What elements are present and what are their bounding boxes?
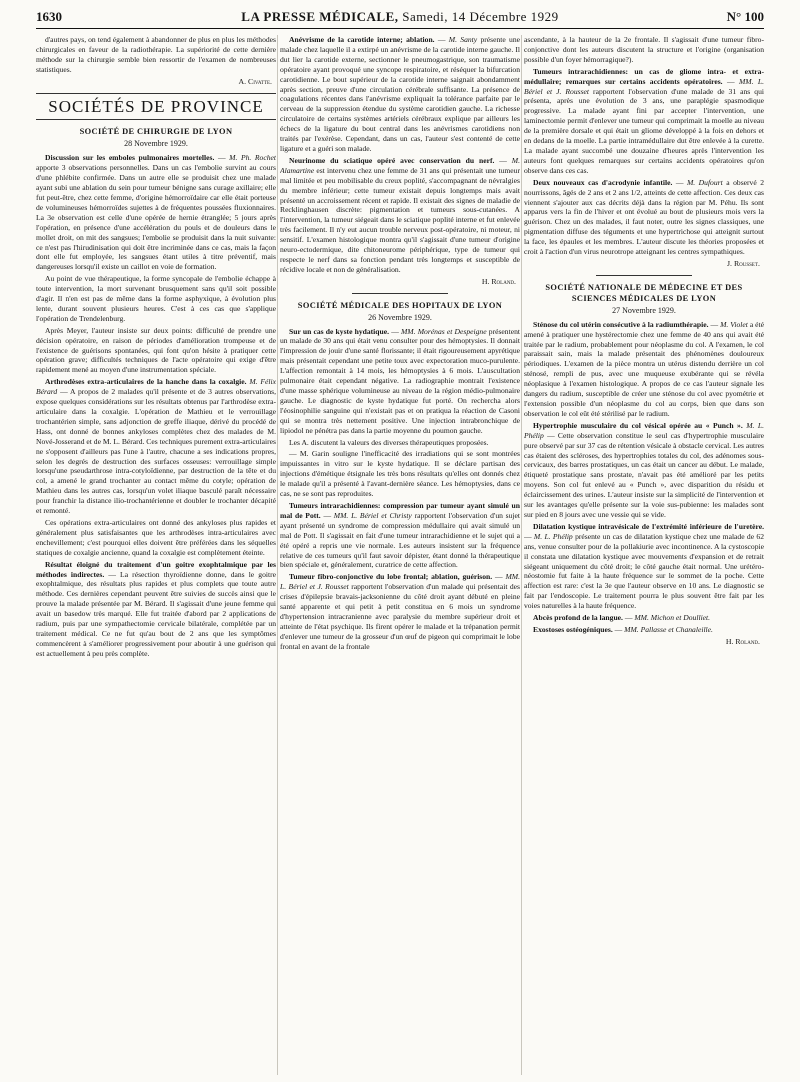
article-paragraph: Abcès profond de la langue. — MM. Michon et Doulliet. (533, 613, 711, 623)
issue-date: Samedi, 14 Décembre 1929 (402, 9, 559, 24)
column-3 (524, 35, 764, 1075)
article-paragraph: Tumeurs intrarachidiennes: un cas de gliome intra- et extra-médullaire; remarques sur certains accidents opératoires. — MM. L. Bériel et J. Rousset rapportent l'observation d'une malade de 31 ans qui présenta, après une évolution de 3 ans, une paraplégie spasmodique progressive. La malade ayant fini par accepter l'intervention, une laminectomie permit d'enlever une tumeur qui comprimait la moelle au niveau de la première dorsale et qui était un gliome développé à la fois en dehors et en dedans de la moelle. La partie intramédullaire dut être enlevée à la curette. La malade ayant succombé une douzaine d'heures après l'intervention les auteurs font quelques remarques sur certains accidents opératoires qu'on observe dans ces cas. (524, 66, 764, 175)
page-header (36, 6, 764, 29)
article-title: Tumeur fibro-conjonctive du lobe frontal; ablation, guérison. (289, 572, 493, 582)
article-title: Résultat éloigné du traitement d'un goitre exophtalmique par les méthodes indirectes. (36, 559, 276, 579)
column-separator (277, 35, 278, 1075)
article-paragraph: Tumeurs intrarachidiennes: compression par tumeur ayant simulé un mal de Pott. — MM. L. Bériel et Christy rapportent l'observation d'un sujet ayant présenté un syndrome de compression médullaire qui avait simulé un mal de Pott. Il s'agissait en fait d'une tumeur intrarachidienne et le sujet qui a été opéré a repris une vie normale. Les auteurs insistent sur la fréquence relative de ces tumeurs qu'il faut savoir dépister, étant donné la thérapeutique bien spéciale et, généralement, curatrice de cette affection. (280, 500, 520, 570)
article-author: M. L. Phélip (533, 531, 573, 541)
article-paragraph: Sténose du col utérin consécutive à la radiumthérapie. — M. Violet a été amené à pratiquer une hystérectomie chez une femme de 40 ans qui avait été traitée par le radium, probablement pour néoplasme du col. A l'examen, le col paraissait sain, mais la malade présentait des phénomènes douloureux périodiques. L'examen de la pièce montra un utérus distendu derrière un col sténosé, rempli de pus, avec une muqueuse exubérante qui se révéla néoplasique à l'examen histologique. A propos de ce cas l'auteur signale les dangers du radium, susceptible de créer une sténose du col avec pyométrie et l'extension possible d'un néoplasme du col au corps, bien que dans son observation le col eût été stérilisé par le radium. (524, 319, 764, 418)
article-paragraph (36, 377, 276, 516)
society-title: SOCIÉTÉ MÉDICALE DES HOPITAUX DE LYON (297, 300, 503, 310)
article-paragraph: Exostoses ostéogéniques. — MM. Pallasse et Chanaleille. (533, 624, 713, 634)
article-author: MM. L. Bériel et J. Rousset (280, 572, 520, 592)
article-title: Sur un cas de kyste hydatique. (289, 326, 390, 336)
article-title: Deux nouveaux cas d'acrodynie infantile. (533, 177, 673, 187)
article-title: Anévrisme de la carotide interne; ablation. (289, 35, 435, 44)
article-text: rapportent l'observation d'un malade qui présentait des crises d'épilepsie bravais-jacksonienne du côté droit ayant débuté en pleine santé apparente et qui petit à petit constitua en 6 mois un syndrome d'hypertension intracranienne avec paralysie du membre supérieur droit et atteinte de l'état psychique. Ils firent opérer le malade et la trépanation permit d'enlever une tumeur de la grosseur d'un œuf de pigeon qui comprimait le lobe frontal en avant de la frontale (280, 582, 520, 651)
article-author: M. Ph. Rochet (229, 153, 276, 163)
article-paragraph: Tumeur fibro-conjonctive du lobe frontal; ablation, guérison. — MM. L. Bériel et J. Rousset rapportent l'observation d'un malade qui présentait des crises d'épilepsie bravais-jacksonienne du côté droit ayant débuté en pleine santé apparente et qui petit à petit constitua en 6 mois un syndrome d'hypertension intracranienne avec paralysie du membre supérieur droit et atteinte de l'état psychique. Ils firent opérer le malade et la trépanation permit d'enlever une tumeur de la grosseur d'un œuf de pigeon qui comprimait le lobe frontal en avant de la frontale (280, 572, 520, 651)
column-separator (521, 35, 522, 1075)
meeting-date: 28 Novembre 1929. (124, 139, 188, 149)
article-paragraph: Au point de vue thérapeutique, la forme syncopale de l'embolie échappe à toute intervention, la mort survenant brusquement sans qu'il soit possible d'agir. Il n'en est pas de même dans la forme asphyxique, à évolution plus lente, durant souvent plusieurs heures. C'est à ces cas que s'applique l'opération de Trendelenburg. (36, 274, 276, 323)
article-author: M. Dufourt (686, 177, 723, 187)
article-paragraph: Deux nouveaux cas d'acrodynie infantile. — M. Dufourt a observé 2 nourrissons, âgés de 2 ans et 2 ans 1/2, atteints de cette affection. Ces deux cas viennent s'ajouter aux cas décrits déjà dans la région par M. Péhu. Ils sont apparus vers la fin de l'hiver et ont évolué au bout de plusieurs mois vers la guérison. Chez un des malades, il faut noter, outre les signes classiques, une pigmentation diffuse des téguments et une hypertrichose qui atteignit surtout la face, les épaules et les membres. L'auteur discute les théories proposées et croit à l'action d'un virus neurotrope atteignant les centres sympathiques. (524, 177, 764, 257)
article-author: M. Violet (720, 319, 748, 329)
article-text: présentent un malade de 30 ans qui était venu consulter pour des hémoptysies. Il donnait l'impression de jouir d'une santé florissante; il était rigoureusement apyrétique mais présentait cependant une petite toux avec expectoration muco-purulente. L'affection remontait à 14 mois, les hémoptysies à 6 mois. L'auscultation pulmonaire était cependant négative. La radiographie montrait l'existence d'une masse sphérique volumineuse au niveau de la région médio-pulmonaire gauche. Le diagnostic de kyste hydatique fut porté. On rechercha alors l'éosinophilie sanguine qui n'existait pas et on pratiqua la réaction de Casoni qui se montra très nettement positive. Une injection intrabronchique de lipiodol ne pénétra pas dans la partie moyenne du poumon gauche. (280, 326, 520, 435)
article-paragraph (36, 560, 276, 659)
article-title: Tumeurs intrarachidiennes: compression par tumeur ayant simulé un mal de Pott. (280, 500, 520, 520)
article-title: Sténose du col utérin consécutive à la radiumthérapie. (533, 319, 709, 329)
divider (36, 119, 276, 120)
article-author: M. Félix Bérard (36, 377, 276, 397)
column-2 (280, 35, 520, 1075)
article-paragraph: Discussion sur les emboles pulmonaires mortelles. — M. Ph. Rochet apporte 3 observations personnelles. Dans un cas l'embolie survint au cours d'une phlébite confirmée. Dans un autre elle se produisit chez une malade ayant subi une ablation du sein pour tumeur bénigne sans curage axillaire; elle fut peut-être, chez cette femme, d'origine hémorroïdaire car elle était porteuse de volumineuses hémorroïdes sujettes à de fréquentes poussées fluxionnaires. La 3e observation est celle d'une opérée de hernie étranglée; 5 jours après l'opération, en présence d'une accélération du pouls et de douleurs dans le mollet droit, on mit des sangsues; l'embolie se produisit dans la nuit suivante: ce n'est pas l'hirudinisation qui doit être incriminée dans ce cas, mais la façon dont elle fut employée, les sangsues étant utiles à titre préventif, mais dangereuses lorsqu'il existe un caillot en voie de formation. (36, 153, 276, 272)
column-1 (36, 35, 276, 1075)
article-text: — A propos de 2 malades qu'il présente et de 3 autres observations, expose quelques considérations sur les résultats obtenus par l'arthrodèse extra-articulaire dans la coxalgie. L'opération de Mathieu et le verrouillage trochantérien simple, sans adjonction de greffe iliaque, dérivé du procédé de Hass, ont donné de bonnes ankyloses complètes chez des malades de M. Nové-Josserand et de M. L. Bérard. Ces techniques purement extra-articulaires ne s'opposent d'ailleurs pas l'une à l'autre, chacune a ses indications propres, selon les degrés de destruction des surfaces osseuses: verrouillage simple lorsqu'une pseudarthrose intra-cotyloïdienne, par destruction de la tête et du col, a amené le grand trochanter au contact même du cotyle; opération de Mathieu dans les autres cas, lorsqu'un volet iliaque basculé paraît nécessaire pour franchir la distance ilio-trochantérienne et doubler le trochanter décapité et remonté. (36, 387, 276, 516)
article-text: présente un cas de dilatation kystique chez une malade de 62 ans, venue consulter pour de la pollakiurie avec incontinence. A la cystoscopie il constata une dilatation kystique avec mouvements d'expansion et de retrait siégeant uniquement du côté droit; le côté gauche était normal. Une urétéro-néostomie fut faite à la haute fréquence sur le sommet de la poche. Cette affection est rare: c'est la 3e que l'auteur observe en 10 ans. Le diagnostic se fait par l'endoscopie. Le traitement pourra le plus souvent être fait par les voies naturelles à la haute fréquence. (524, 531, 764, 611)
signature: A. Civatte. (238, 76, 272, 86)
article-text: est intervenu chez une femme de 31 ans qui présentait une tumeur mal limitée et peu mobilisable du creux poplité, s'accompagnant de névralgies du membre inférieur; cette tumeur existait depuis longtemps mais avait présenté un accroissement récent et rapide. Il existait des signes de maladie de Recklinghausen discrète: pigmentation et tumeurs sous-cutanées. A l'intervention, la tumeur siégeait dans le sciatique poplité interne et fut enlevée très facilement. Il n'y eut aucun trouble nerveux post-opératoire, ni moteur, ni sensitif. L'examen histologique montra qu'il s'agissait d'une tumeur d'origine neuro-ectodermique, dite chitoneurome périphérique, type de tumeur qui respecte le nerf dans sa fonction pendant très longtemps et susceptible de récidive locale et non de généralisation. (280, 165, 520, 274)
article-author: M. Alamartine (280, 155, 520, 175)
page-number: 1630 (36, 9, 62, 24)
article-author: MM. Michon et Doulliet. (634, 613, 711, 623)
article-paragraph: Dilatation kystique intravésicale de l'extrémité inférieure de l'uretère. — M. L. Phélip présente un cas de dilatation kystique chez une malade de 62 ans, venue consulter pour de la pollakiurie avec incontinence. A la cystoscopie il constata une dilatation kystique avec mouvements d'expansion et de retrait siégeant uniquement du côté droit; le côté gauche était normal. Une urétéro-néostomie fut faite à la haute fréquence sur le sommet de la poche. Cette affection est rare: c'est la 3e que l'auteur observe en 10 ans. Le diagnostic se fait par l'endoscopie. Le traitement pourra le plus souvent être fait par les voies naturelles à la haute fréquence. (524, 521, 764, 611)
journal-name: LA PRESSE MÉDICALE, (241, 9, 399, 24)
article-title: Exostoses ostéogéniques. (533, 624, 613, 634)
article-title: Dilatation kystique intravésicale de l'extrémité inférieure de l'uretère. (533, 521, 764, 531)
section-heading: SOCIÉTÉS DE PROVINCE (48, 96, 264, 116)
signature: H. Roland. (481, 276, 516, 286)
article-title: Neurinome du sciatique opéré avec conservation du nerf. (289, 155, 495, 165)
article-paragraph (524, 421, 764, 520)
article-paragraph: Après Meyer, l'auteur insiste sur deux points: difficulté de prendre une décision opératoire, en raison de périodes d'amélioration trompeuse et de l'existence de guérisons spontanées, qui font qu'on hésite à pratiquer cette opération grave; difficultés techniques de l'acte opératoire qui exige d'être rapidement mené au moyen d'une instrumentation spéciale. (36, 325, 276, 375)
meeting-date: 26 Novembre 1929. (368, 312, 432, 322)
article-author: MM. L. Bériel et Christy (333, 510, 412, 520)
article-title: Hypertrophie musculaire du col vésical opérée au « Punch ». (533, 420, 743, 430)
meeting-date: 27 Novembre 1929. (612, 305, 676, 315)
article-title: Arthrodèses extra-articulaires de la hanche dans la coxalgie. (45, 377, 247, 387)
article-text: — Cette observation constitue le seul cas d'hypertrophie musculaire pure observé par sur 37 cas de rétention vésicale à obstacle cervical. Les autres cas étaient des scléroses, des hypertrophies totales du col, des adénomes sous-cervicaux, des barres prostatiques, un cas était un cancer au début. Le malade, étiqueté prostatique sans prostate, n'avait pas été amélioré par les petits moyens. Son col fut enlevé au « Punch », avec disparition du résidu et éclaircissement des urines. L'auteur insiste sur la simplicité de l'intervention et sur les avantages qu'elle présente sur la voie sus-pubienne: les malades sont sur pied en 8 jours avec une vessie qui se vide. (524, 430, 764, 519)
article-text: rapportent l'observation d'un sujet ayant présenté un syndrome de compression médullaire qui avait simulé un mal de Pott. Il s'agissait en fait d'une tumeur intrarachidienne et le sujet qui a été opéré a repris une vie normale. Les auteurs insistent sur la fréquence relative de ces tumeurs qu'il faut savoir dépister, étant donné la thérapeutique bien spéciale et, généralement, curatrice de cette affection. (280, 510, 520, 570)
divider (36, 93, 276, 94)
article-author: MM. Morénas et Despeigne (400, 326, 487, 336)
intro-paragraph: d'autres pays, on tend également à abandonner de plus en plus les méthodes chirurgicales en faveur de la radiothérapie. La supériorité de cette dernière méthode sur la chirurgie semble bien ressortir de l'examen de nombreuses statistiques. (36, 35, 276, 74)
article-paragraph: Sur un cas de kyste hydatique. — MM. Morénas et Despeigne présentent un malade de 30 ans qui était venu consulter pour des hémoptysies. Il donnait l'impression de jouir d'une santé florissante; il était rigoureusement apyrétique mais présentait cependant une petite toux avec expectoration muco-purulente. L'affection remontait à 14 mois, les hémoptysies à 6 mois. L'auscultation pulmonaire était cependant négative. La radiographie montrait l'existence d'une masse sphérique volumineuse au niveau de la région médio-pulmonaire gauche. Le diagnostic de kyste hydatique fut porté. On rechercha alors l'éosinophilie sanguine qui n'existait pas et on pratiqua la réaction de Casoni qui se montra très nettement positive. Une injection intrabronchique de lipiodol ne pénétra pas dans la partie moyenne du poumon gauche. (280, 326, 520, 435)
divider (352, 293, 448, 294)
article-paragraph: Anévrisme de la carotide interne; ablation. — M. Santy présente une malade chez laquelle il a extirpé un anévrisme de la carotide interne gauche. Il dut lier la carotide externe, sectionner le pneumogastrique, son traumatisme opératoire ayant provoqué une syncope respiratoire, et réséquer la bifurcation carotidienne. Le bout supérieur de la carotide interne saignait abondamment après section, preuve d'une circulation cérébrale suffisante. La présence de coagulations récentes dans l'anévrisme expliquait la tolérance parfaite par le cerveau de la suppression étendue du système carotidien gauche. La richesse circulatoire de certains systèmes artériels cérébraux explique par ailleurs les échecs de la ligature du bout central dans les anévrismes carotidiens non traités par l'exérèse. Cependant, dans un cas, l'auteur s'est contenté de cette ligature et a guéri son malade. (280, 35, 520, 153)
article-paragraph: Ces opérations extra-articulaires ont donné des ankyloses plus rapides et généralement plus satisfaisantes que les arthrodèses intra-articulaires avec enchevillement; c'est pourquoi elles doivent être préférées dans les séquelles statiques de coxalgie ancienne, quand la coxalgie est complètement éteinte. (36, 517, 276, 557)
article-title: Tumeurs intrarachidiennes: un cas de gliome intra- et extra-médullaire; remarques sur certains accidents opératoires. (524, 66, 764, 86)
article-text: apporte 3 observations personnelles. Dans un cas l'embolie survint au cours d'une phlébite confirmée. Dans un autre elle se produisit chez une malade ayant subi une ablation du sein pour tumeur bénigne sans curage axillaire; elle fut peut-être, chez cette femme, d'origine hémorroïdaire car elle était porteuse de volumineuses hémorroïdes sujettes à de fréquentes poussées fluxionnaires. La 3e observation est celle d'une opérée de hernie étranglée; 5 jours après l'opération, en présence d'une accélération du pouls et de douleurs dans le mollet droit, on mit des sangsues; l'embolie se produisit dans la nuit suivante: ce n'est pas l'hirudinisation qui doit être incriminée dans ce cas, mais la façon dont elle fut employée, les sangsues étant utiles à titre préventif, mais dangereuses lorsqu'il existe un caillot en voie de formation. (36, 163, 276, 272)
article-text: a été amené à pratiquer une hystérectomie chez une femme de 40 ans qui avait été traitée par le radium, probablement pour néoplasme du col. A l'examen, le col paraissait sain, mais la malade présentait des phénomènes douloureux périodiques. L'examen de la pièce montra un utérus distendu derrière un col sténosé, rempli de pus, avec une muqueuse exubérante qui se révéla néoplasique à l'examen histologique. A propos de ce cas l'auteur signale les dangers du radium, susceptible de créer une sténose du col avec pyométrie et l'extension possible d'un néoplasme du col au corps, bien que dans son observation le col eût été stérilisé par le radium. (524, 319, 764, 418)
article-paragraph: — M. Garin souligne l'inefficacité des irradiations qui se sont montrées impuissantes in vitro sur le kyste hydatique. Il se déclare partisan des injections d'émétique étsignale les très bons résultats qu'elles ont donnés chez le malade qu'il a présenté à l'avant-dernière séance. Les hémoptysies, dans ce cas, ne se sont pas reproduites. (280, 449, 520, 499)
article-text: a observé 2 nourrissons, âgés de 2 ans et 2 ans 1/2, atteints de cette affection. Ces deux cas viennent s'ajouter aux cas décrits déjà dans la région par M. Péhu. Ils sont apparus vers la fin de l'hiver et ont évolué au bout de plusieurs mois vers la guérison. Chez un des malades, il faut noter, outre les signes classiques, une pigmentation diffuse des téguments et une hypertrichose qui atteignit surtout la face, les épaules et les membres. L'auteur discute les théories proposées et croit à l'action d'un virus neurotrope atteignant les centres sympathiques. (524, 177, 764, 257)
article-author: M. Santy (448, 35, 478, 44)
article-text: — La résection thyroïdienne donne, dans le goitre exophtalmique, des résultats plus rapides et plus complets que toute autre méthode. Ces dernières cependant peuvent être suivies de succès ainsi que le prouve la malade présentée par M. Bérard. Il s'agissait d'une jeune femme qui avait un basedow très marqué. Elle fut traitée d'abord par 2 applications de radium, puis par une sympathectomie cervicale bilatérale, complétée par un traitement médical. Ce ne fut qu'au bout de 2 ans que les symptômes commencèrent à s'améliorer progressivement pour aboutir à une guérison qui est actuellement à peu près complète. (36, 569, 276, 658)
article-paragraph: Neurinome du sciatique opéré avec conservation du nerf. — M. Alamartine est intervenu chez une femme de 31 ans qui présentait une tumeur mal limitée et peu mobilisable du creux poplité, s'accompagnant de névralgies du membre inférieur; cette tumeur existait depuis longtemps mais avait présenté un accroissement récent et rapide. Il existait des signes de maladie de Recklinghausen discrète: pigmentation et tumeurs sous-cutanées. A l'intervention, la tumeur siégeait dans le sciatique poplité interne et fut enlevée très facilement. Il n'y eut aucun trouble nerveux post-opératoire, ni moteur, ni sensitif. L'examen histologique montra qu'il s'agissait d'une tumeur d'origine neuro-ectodermique, dite chitoneurome périphérique, type de tumeur qui respecte le nerf dans sa fonction pendant très longtemps et susceptible de récidive locale et non de généralisation. (280, 155, 520, 274)
society-title: SOCIÉTÉ DE CHIRURGIE DE LYON (79, 127, 233, 137)
divider (596, 275, 692, 276)
article-author: M. L. Phélip (524, 420, 764, 440)
article-text: rapportent l'observation d'une malade de 31 ans qui présenta, après une évolution de 3 ans, une paraplégie spasmodique progressive. La malade ayant fini par accepter l'intervention, une laminectomie permit d'enlever une tumeur qui comprimait la moelle au niveau de la première dorsale et qui était un gliome développé à la fois en dehors et en dedans de la moelle. La partie intramédullaire dut être enlevée à la curette. La malade ayant succombé une douzaine d'heures après l'intervention les auteurs font quelques remarques sur certains accidents opératoires qu'on observe dans ces cas. (524, 86, 764, 175)
article-text: présente une malade chez laquelle il a extirpé un anévrisme de la carotide interne gauche. Il dut lier la carotide externe, sectionner le pneumogastrique, son traumatisme opératoire ayant provoqué une syncope respiratoire, et réséquer la bifurcation carotidienne. Le bout supérieur de la carotide interne saignait abondamment après section, preuve d'une circulation cérébrale suffisante. La présence de coagulations récentes dans l'anévrisme expliquait la tolérance parfaite par le cerveau de la suppression étendue du système carotidien gauche. La richesse circulatoire de certains systèmes artériels cérébraux explique par ailleurs les échecs de la ligature du bout central dans les anévrismes carotidiens non traités par l'exérèse. Cependant, dans un cas, l'auteur s'est contenté de cette ligature et a guéri son malade. (280, 35, 520, 153)
article-author: MM. L. Bériel et J. Rousset (524, 76, 764, 96)
signature: H. Roland. (725, 636, 760, 646)
article-paragraph: Les A. discutent la valeurs des diverses thérapeutiques proposées. (289, 437, 489, 447)
journal-title (36, 9, 764, 25)
article-author: MM. Pallasse et Chanaleille. (624, 624, 713, 634)
article-title: Discussion sur les emboles pulmonaires mortelles. (45, 153, 215, 163)
society-title: SOCIÉTÉ NATIONALE DE MÉDECINE ET DES SCIENCES MÉDICALES DE LYON (545, 282, 743, 303)
article-paragraph: ascendante, à la hauteur de la 2e frontale. Il s'agissait d'une tumeur fibro-conjonctive dont les auteurs discutent la structure et l'origine (organisation possible d'un foyer hémorragique?). (524, 35, 764, 64)
issue-number: N° 100 (726, 9, 764, 24)
signature: J. Rousset. (727, 258, 760, 268)
article-title: Abcès profond de la langue. (533, 613, 623, 623)
